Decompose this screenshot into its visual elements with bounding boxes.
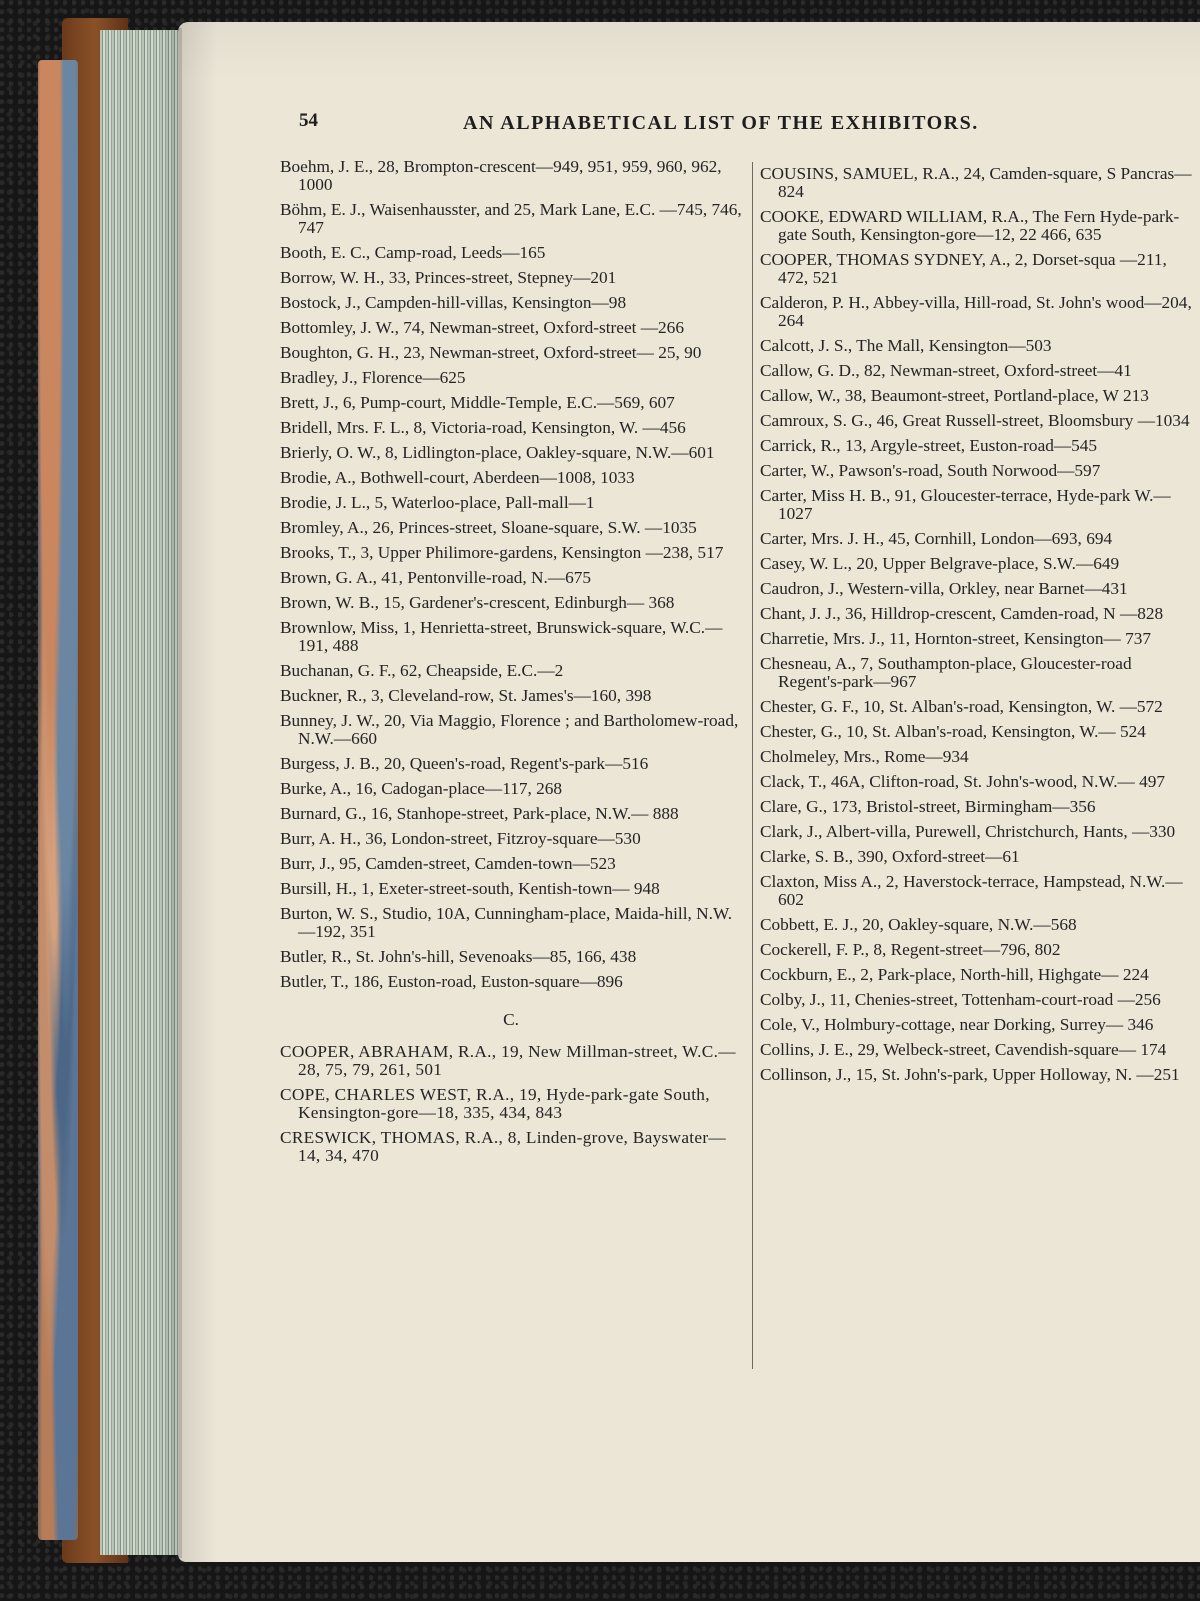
exhibitor-entry: Brown, G. A., 41, Pentonville-road, N.—675: [280, 568, 592, 587]
exhibitor-entry: COPE, CHARLES WEST, R.A., 19, Hyde-park-gate South, Kensington-gore—18, 335, 434, 843: [280, 1085, 710, 1122]
entries-c-list: [280, 1043, 742, 1165]
exhibitor-entry: Butler, R., St. John's-hill, Sevenoaks—85, 166, 438: [280, 947, 637, 966]
exhibitor-entry: Charretie, Mrs. J., 11, Hornton-street, Kensington— 737: [760, 629, 1152, 648]
exhibitor-entry: COOPER, THOMAS SYDNEY, A., 2, Dorset-squa —211, 472, 521: [760, 250, 1167, 287]
exhibitor-entry: Clare, G., 173, Bristol-street, Birmingham—356: [760, 797, 1096, 816]
exhibitor-entry: Carter, Mrs. J. H., 45, Cornhill, London—693, 694: [760, 529, 1113, 548]
exhibitor-entry: Burgess, J. B., 20, Queen's-road, Regent's-park—516: [280, 754, 649, 773]
exhibitor-entry: Buchanan, G. F., 62, Cheapside, E.C.—2: [280, 661, 564, 680]
exhibitor-entry: Böhm, E. J., Waisenhausster, and 25, Mark Lane, E.C. —745, 746, 747: [280, 200, 742, 237]
exhibitor-entry: Bursill, H., 1, Exeter-street-south, Kentish-town— 948: [280, 879, 660, 898]
exhibitor-entry: Collinson, J., 15, St. John's-park, Upper Holloway, N. —251: [760, 1065, 1180, 1084]
exhibitor-entry: Clark, J., Albert-villa, Purewell, Christchurch, Hants, —330: [760, 822, 1176, 841]
exhibitor-entry: Bridell, Mrs. F. L., 8, Victoria-road, Kensington, W. —456: [280, 418, 686, 437]
exhibitor-entry: Burnard, G., 16, Stanhope-street, Park-place, N.W.— 888: [280, 804, 679, 823]
exhibitor-entry: Borrow, W. H., 33, Princes-street, Stepney—201: [280, 268, 617, 287]
exhibitor-entry: Cockerell, F. P., 8, Regent-street—796, 802: [760, 940, 1061, 959]
page-number: 54: [299, 110, 318, 131]
left-column: [280, 158, 742, 1172]
page-header: [0, 108, 1200, 148]
marbled-endpaper: [38, 60, 78, 1540]
exhibitor-entry: Calderon, P. H., Abbey-villa, Hill-road, St. John's wood—204, 264: [760, 293, 1192, 330]
exhibitor-entry: Clarke, S. B., 390, Oxford-street—61: [760, 847, 1020, 866]
exhibitor-entry: Booth, E. C., Camp-road, Leeds—165: [280, 243, 546, 262]
exhibitor-entry: Cole, V., Holmbury-cottage, near Dorking, Surrey— 346: [760, 1015, 1154, 1034]
exhibitor-entry: COUSINS, SAMUEL, R.A., 24, Camden-square, S Pancras—824: [760, 165, 1192, 201]
exhibitor-entry: Bottomley, J. W., 74, Newman-street, Oxford-street —266: [280, 318, 684, 337]
exhibitor-entry: Burr, J., 95, Camden-street, Camden-town—523: [280, 854, 616, 873]
exhibitor-entry: Bunney, J. W., 20, Via Maggio, Florence ; and Bartholomew-road, N.W.—660: [280, 711, 739, 748]
exhibitor-entry: Boughton, G. H., 23, Newman-street, Oxford-street— 25, 90: [280, 343, 702, 362]
exhibitor-entry: Colby, J., 11, Chenies-street, Tottenham-court-road —256: [760, 990, 1161, 1009]
exhibitor-entry: Bromley, A., 26, Princes-street, Sloane-square, S.W. —1035: [280, 518, 697, 537]
exhibitor-entry: Collins, J. E., 29, Welbeck-street, Cavendish-square— 174: [760, 1040, 1167, 1059]
exhibitor-entry: Callow, G. D., 82, Newman-street, Oxford-street—41: [760, 361, 1132, 380]
exhibitor-entry: Carrick, R., 13, Argyle-street, Euston-road—545: [760, 436, 1098, 455]
exhibitor-entry: Brierly, O. W., 8, Lidlington-place, Oakley-square, N.W.—601: [280, 443, 715, 462]
entries-b-list: [280, 158, 742, 991]
right-column: [760, 165, 1200, 1091]
exhibitor-entry: Cockburn, E., 2, Park-place, North-hill, Highgate— 224: [760, 965, 1149, 984]
exhibitor-entry: Brown, W. B., 15, Gardener's-crescent, Edinburgh— 368: [280, 593, 675, 612]
exhibitor-entry: Carter, W., Pawson's-road, South Norwood—597: [760, 461, 1101, 480]
section-letter-c: C.: [503, 1010, 519, 1029]
exhibitor-entry: Brett, J., 6, Pump-court, Middle-Temple, E.C.—569, 607: [280, 393, 675, 412]
exhibitor-entry: COOPER, ABRAHAM, R.A., 19, New Millman-street, W.C.—28, 75, 79, 261, 501: [280, 1042, 736, 1079]
exhibitor-entry: Boehm, J. E., 28, Brompton-crescent—949, 951, 959, 960, 962, 1000: [280, 157, 722, 194]
exhibitor-entry: Casey, W. L., 20, Upper Belgrave-place, S.W.—649: [760, 554, 1120, 573]
exhibitor-entry: Camroux, S. G., 46, Great Russell-street, Bloomsbury —1034: [760, 411, 1190, 430]
exhibitor-entry: Cholmeley, Mrs., Rome—934: [760, 747, 969, 766]
exhibitor-entry: Calcott, J. S., The Mall, Kensington—503: [760, 336, 1052, 355]
exhibitor-entry: Burton, W. S., Studio, 10A, Cunningham-place, Maida-hill, N.W.—192, 351: [280, 904, 733, 941]
exhibitor-entry: Clack, T., 46A, Clifton-road, St. John's-wood, N.W.— 497: [760, 772, 1166, 791]
gutter-shadow: [160, 28, 182, 1558]
entries-right-list: [760, 165, 1200, 1084]
exhibitor-entry: Callow, W., 38, Beaumont-street, Portland-place, W 213: [760, 386, 1149, 405]
exhibitor-entry: Chant, J. J., 36, Hilldrop-crescent, Camden-road, N —828: [760, 604, 1164, 623]
exhibitor-entry: Bradley, J., Florence—625: [280, 368, 466, 387]
exhibitor-entry: Brodie, A., Bothwell-court, Aberdeen—1008, 1033: [280, 468, 635, 487]
exhibitor-entry: Brownlow, Miss, 1, Henrietta-street, Brunswick-square, W.C.—191, 488: [280, 618, 723, 655]
exhibitor-entry: Carter, Miss H. B., 91, Gloucester-terrace, Hyde-park W.—1027: [760, 486, 1171, 523]
exhibitor-entry: Burr, A. H., 36, London-street, Fitzroy-square—530: [280, 829, 641, 848]
exhibitor-entry: Brooks, T., 3, Upper Philimore-gardens, Kensington —238, 517: [280, 543, 724, 562]
page-title: AN ALPHABETICAL LIST OF THE EXHIBITORS.: [463, 112, 979, 134]
exhibitor-entry: Caudron, J., Western-villa, Orkley, near Barnet—431: [760, 579, 1128, 598]
column-divider: [752, 162, 753, 1369]
exhibitor-entry: COOKE, EDWARD WILLIAM, R.A., The Fern Hyde-park-gate South, Kensington-gore—12, 22 466, 635: [760, 207, 1180, 244]
exhibitor-entry: Chester, G. F., 10, St. Alban's-road, Kensington, W. —572: [760, 697, 1163, 716]
exhibitor-entry: Burke, A., 16, Cadogan-place—117, 268: [280, 779, 563, 798]
exhibitor-entry: CRESWICK, THOMAS, R.A., 8, Linden-grove, Bayswater—14, 34, 470: [280, 1128, 727, 1165]
exhibitor-entry: Chester, G., 10, St. Alban's-road, Kensington, W.— 524: [760, 722, 1146, 741]
exhibitor-entry: Buckner, R., 3, Cleveland-row, St. James's—160, 398: [280, 686, 652, 705]
exhibitor-entry: Cobbett, E. J., 20, Oakley-square, N.W.—568: [760, 915, 1077, 934]
exhibitor-entry: Brodie, J. L., 5, Waterloo-place, Pall-mall—1: [280, 493, 595, 512]
exhibitor-entry: Claxton, Miss A., 2, Haverstock-terrace, Hampstead, N.W.—602: [760, 872, 1183, 909]
exhibitor-entry: Chesneau, A., 7, Southampton-place, Gloucester-road Regent's-park—967: [760, 654, 1132, 691]
exhibitor-entry: Butler, T., 186, Euston-road, Euston-square—896: [280, 972, 623, 991]
exhibitor-entry: Bostock, J., Campden-hill-villas, Kensington—98: [280, 293, 627, 312]
